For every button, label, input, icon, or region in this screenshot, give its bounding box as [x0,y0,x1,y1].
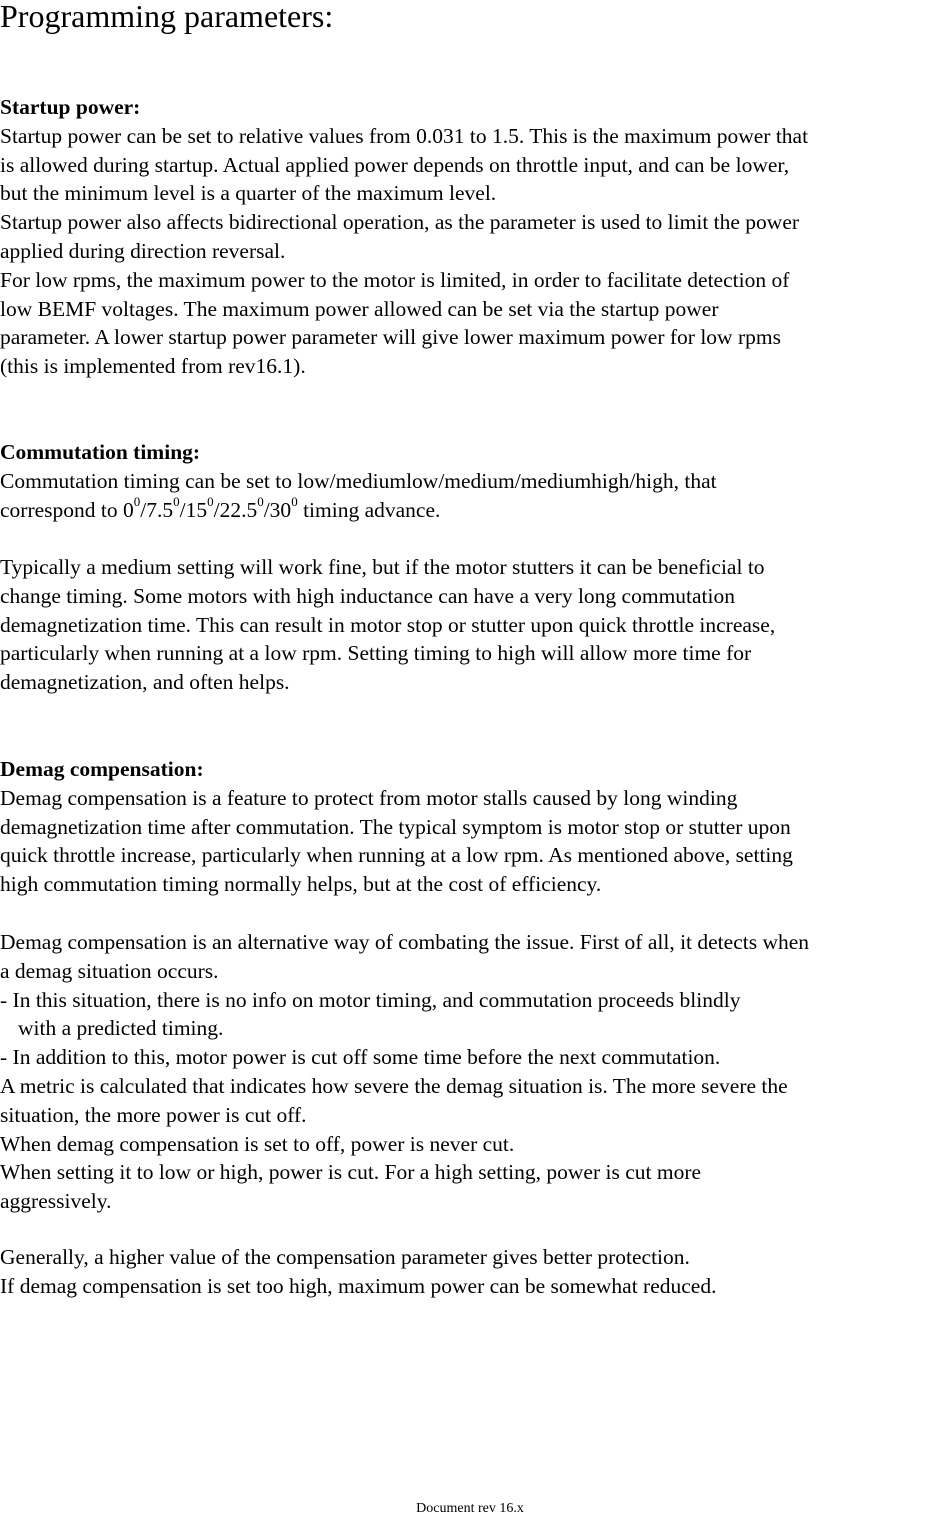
paragraph-line: (this is implemented from rev16.1). [0,354,306,379]
paragraph-line: Demag compensation is a feature to protect from motor stalls caused by long winding [0,785,738,810]
paragraph-line: Startup power also affects bidirectional operation, as the parameter is used to limit the power [0,210,800,235]
degree-sup: 0 [207,494,214,510]
paragraph-line: When setting it to low or high, power is cut. For a high setting, power is cut more [0,1160,702,1185]
degree-sup: 0 [133,494,141,510]
paragraph-line: high commutation timing normally helps, but at the cost of efficiency. [0,872,602,897]
degree-sup: 0 [257,494,264,510]
paragraph-line: Commutation timing can be set to low/mediumlow/medium/mediumhigh/high, that [0,468,717,493]
list-item: - In this situation, there is no info on motor timing, and commutation proceeds blindly [0,987,741,1012]
list-item: - In addition to this, motor power is cut off some time before the next commutation. [0,1045,721,1070]
degree-sup: 0 [291,494,298,510]
timing-value: 0 [123,497,134,522]
startup-power-section [0,93,940,381]
list-item-continuation: with a predicted timing. [18,1016,224,1041]
paragraph-line: Startup power can be set to relative values from 0.031 to 1.5. This is the maximum power that [0,123,809,148]
paragraph-line: a demag situation occurs. [0,958,219,983]
commutation-timing-heading: Commutation timing: [0,440,201,464]
demag-compensation-section [0,755,940,899]
paragraph-line: low BEMF voltages. The maximum power allowed can be set via the startup power [0,296,719,321]
timing-values-line [0,496,940,525]
paragraph-line: change timing. Some motors with high inductance can have a very long commutation [0,583,735,608]
paragraph-line: parameter. A lower startup power parameter will give lower maximum power for low rpms [0,325,781,350]
demag-compensation-paragraph-3 [0,1243,940,1301]
paragraph-line: demagnetization, and often helps. [0,670,290,695]
paragraph-line: demagnetization time after commutation. The typical symptom is motor stop or stutter upon [0,814,791,839]
page-title: Programming parameters: [0,0,334,34]
timing-value: /7.5 [140,497,174,522]
paragraph-line: For low rpms, the maximum power to the motor is limited, in order to facilitate detection of [0,267,790,292]
paragraph-line: situation, the more power is cut off. [0,1102,307,1127]
timing-value: /22.5 [213,497,258,522]
timing-prefix: correspond to [0,497,123,522]
paragraph-line: is allowed during startup. Actual applied power depends on throttle input, and can be lower, [0,152,790,177]
demag-compensation-paragraph-2 [0,928,940,1216]
commutation-timing-paragraph [0,553,940,697]
paragraph-line: demagnetization time. This can result in motor stop or stutter upon quick throttle increase, [0,612,776,637]
paragraph-line: If demag compensation is set too high, maximum power can be somewhat reduced. [0,1273,717,1298]
paragraph-line: but the minimum level is a quarter of the maximum level. [0,181,497,206]
demag-compensation-heading: Demag compensation: [0,757,204,781]
page-footer: Document rev 16.x [416,1501,524,1516]
degree-sup: 0 [173,494,180,510]
startup-power-heading: Startup power: [0,95,141,119]
timing-value: /15 [179,497,208,522]
paragraph-line: Demag compensation is an alternative way of combating the issue. First of all, it detects when [0,930,810,954]
paragraph-line: When demag compensation is set to off, power is never cut. [0,1131,515,1156]
paragraph-line: Typically a medium setting will work fine, but if the motor stutters it can be beneficial to [0,555,765,579]
commutation-timing-section [0,438,940,524]
paragraph-line: particularly when running at a low rpm. Setting timing to high will allow more time for [0,641,752,666]
paragraph-line: applied during direction reversal. [0,238,286,263]
paragraph-line: aggressively. [0,1189,112,1214]
paragraph-line: A metric is calculated that indicates how severe the demag situation is. The more severe the [0,1073,788,1098]
timing-value: /30 [263,497,292,522]
paragraph-line: quick throttle increase, particularly when running at a low rpm. As mentioned above, setting [0,843,793,868]
paragraph-line: Generally, a higher value of the compensation parameter gives better protection. [0,1245,690,1269]
timing-suffix: timing advance. [297,497,441,522]
